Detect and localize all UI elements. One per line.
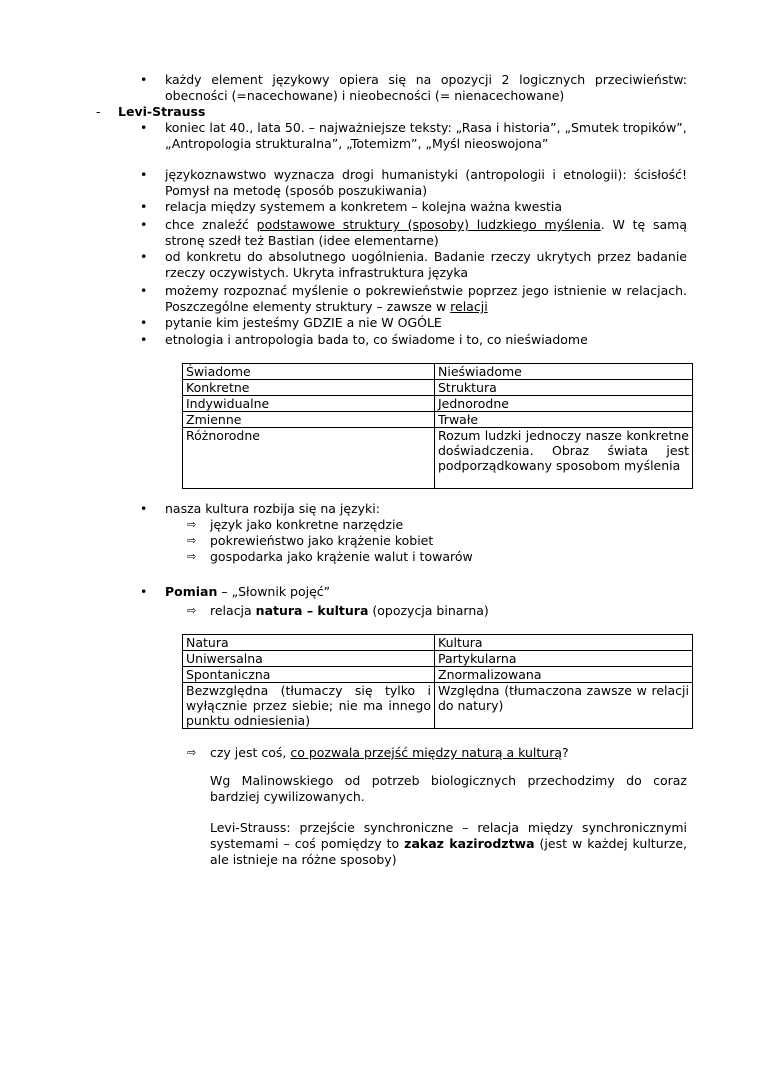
table-cell: Jednorodne	[435, 396, 693, 412]
list-item: każdy element językowy opiera się na opozycji 2 logicznych przeciwieństw: obecności (=nacechowane) i nieobecności (= nienacechowane)	[165, 72, 687, 103]
bullet-icon: •	[140, 249, 148, 264]
table-cell: Względna (tłumaczona zawsze w relacji do natury)	[435, 683, 693, 729]
text-run: ?	[562, 745, 569, 760]
bullet-icon: •	[140, 120, 148, 135]
table-cell: Zmienne	[183, 412, 435, 428]
text-run: Levi-Strauss: przejście synchroniczne – relacja między synchronicznymi systemami – coś pomiędzy to	[210, 820, 687, 851]
text-run: (jest w każdej kulturze, ale istnieje na różne sposoby)	[210, 836, 687, 867]
arrow-icon: ⇨	[187, 604, 197, 617]
list-item: pytanie kim jesteśmy GDZIE a nie W OGÓLE	[165, 315, 442, 330]
list-item: relacja między systemem a konkretem – kolejna ważna kwestia	[165, 199, 562, 214]
text-run: czy jest coś,	[210, 745, 291, 760]
table-cell: Kultura	[435, 635, 693, 651]
bullet-icon: •	[140, 584, 148, 599]
arrow-icon: ⇨	[187, 746, 197, 759]
list-item: językoznawstwo wyznacza drogi humanistyki (antropologii i etnologii): ścisłość! Pomysł na metodę (sposób poszukiwania)	[165, 167, 687, 198]
table-row	[183, 651, 693, 667]
table-row	[183, 380, 693, 396]
text-run: . W tę samą stronę szedł też Bastian (idee elementarne)	[165, 217, 687, 248]
table-cell: Struktura	[435, 380, 693, 396]
table-row	[183, 412, 693, 428]
table-cell: Świadome	[183, 364, 435, 380]
table-cell: Znormalizowana	[435, 667, 693, 683]
bold-phrase: zakaz kazirodztwa	[404, 836, 535, 851]
list-item: nasza kultura rozbija się na języki:	[165, 501, 380, 516]
sub-list-item: pokrewieństwo jako krążenie kobiet	[210, 533, 434, 548]
table-cell: Różnorodne	[183, 428, 435, 489]
list-item: etnologia i antropologia bada to, co świadome i to, co nieświadome	[165, 332, 588, 347]
list-item	[165, 120, 687, 152]
text-run: chce znaleźć	[165, 217, 257, 232]
text-run: relacja	[210, 603, 256, 618]
table-row	[183, 635, 693, 651]
bullet-icon: •	[140, 217, 148, 232]
sub-list-item	[210, 745, 569, 761]
table-cell: Rozum ludzki jednoczy nasze konkretne doświadczenia. Obraz świata jest podporządkowany sposobom myślenia	[435, 428, 693, 489]
table-cell: Partykularna	[435, 651, 693, 667]
bold-phrase: natura – kultura	[255, 603, 369, 618]
underlined-word: relacji	[450, 299, 488, 314]
table-row	[183, 364, 693, 380]
sub-list-item: gospodarka jako krążenie walut i towarów	[210, 549, 473, 564]
sub-list-item: język jako konkretne narzędzie	[210, 517, 404, 532]
author-name: Pomian	[165, 584, 218, 599]
arrow-icon: ⇨	[187, 534, 197, 547]
list-item-line: „Antropologia strukturalna”, „Totemizm”, „Myśl nieoswojona”	[165, 136, 549, 151]
paragraph	[210, 820, 687, 868]
underlined-phrase: podstawowe struktury (sposoby) ludzkiego myślenia	[256, 217, 601, 232]
underlined-phrase: co pozwala przejść między naturą a kulturą	[290, 745, 563, 760]
dash-marker: -	[96, 104, 101, 119]
list-item	[165, 217, 687, 249]
list-item	[165, 584, 687, 600]
bullet-icon: •	[140, 501, 148, 516]
table-cell: Uniwersalna	[183, 651, 435, 667]
bullet-icon: •	[140, 167, 148, 182]
table-cell: Natura	[183, 635, 435, 651]
table-row	[183, 396, 693, 412]
table-cell: Trwałe	[435, 412, 693, 428]
sub-list-item	[210, 603, 489, 619]
arrow-icon: ⇨	[187, 518, 197, 531]
paragraph: Wg Malinowskiego od potrzeb biologicznych przechodzimy do coraz bardziej cywilizowanych.	[210, 773, 687, 804]
table-cell: Indywidualne	[183, 396, 435, 412]
bullet-icon: •	[140, 283, 148, 298]
table-row	[183, 428, 693, 489]
table-row	[183, 683, 693, 729]
table-cell: Nieświadome	[435, 364, 693, 380]
bullet-icon: •	[140, 332, 148, 347]
text-run: – „Słownik pojęć”	[217, 584, 331, 599]
table-cell: Konkretne	[183, 380, 435, 396]
bullet-icon: •	[140, 199, 148, 214]
list-item	[165, 283, 687, 315]
arrow-icon: ⇨	[187, 550, 197, 563]
text-run: (opozycja binarna)	[368, 603, 489, 618]
table-row	[183, 667, 693, 683]
bullet-icon: •	[140, 72, 148, 87]
table-cell: Bezwzględna (tłumaczy się tylko i wyłącznie przez siebie; nie ma innego punktu odniesienia)	[183, 683, 435, 729]
comparison-table	[182, 634, 693, 729]
table-cell: Spontaniczna	[183, 667, 435, 683]
section-heading: Levi-Strauss	[118, 104, 206, 119]
bullet-icon: •	[140, 315, 148, 330]
list-item-line: koniec lat 40., lata 50. – najważniejsze teksty: „Rasa i historia”, „Smutek tropików”,	[165, 120, 687, 135]
list-item: od konkretu do absolutnego uogólnienia. Badanie rzeczy ukrytych przez badanie rzeczy oczywistych. Ukryta infrastruktura języka	[165, 249, 687, 280]
comparison-table	[182, 363, 693, 489]
text-run: możemy rozpoznać myślenie o pokrewieństwie poprzez jego istnienie w relacjach. Poszczególne elementy struktury – zawsze w	[165, 283, 687, 314]
